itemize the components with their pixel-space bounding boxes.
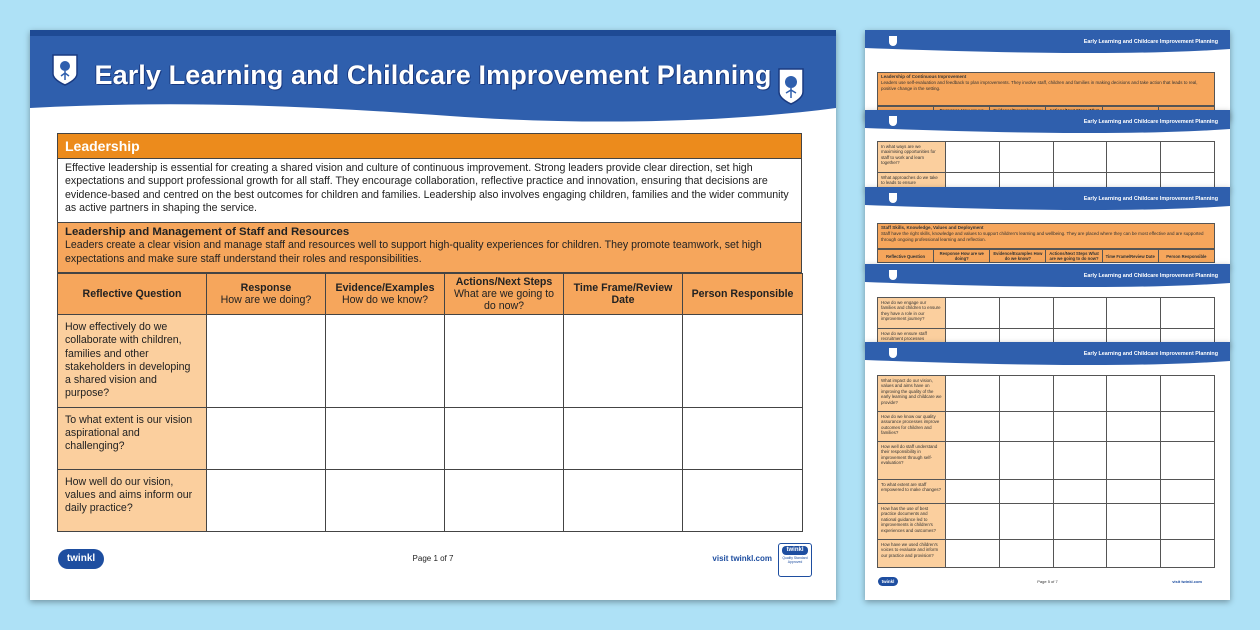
actions-cell[interactable] [445,469,564,531]
reflective-question-cell: How effectively do we collaborate with children, families and other stakeholders in developing a shared vision and purpose? [58,315,207,408]
mini-question-cell: In what ways are we maximising opportunities for staff to work and learn together? [878,142,946,173]
main-document-page [30,30,836,600]
mini-column-header: Evidence/Examples How do we know? [990,250,1046,263]
reflective-question-cell: To what extent is our vision aspirational and challenging? [58,407,207,469]
page-banner [30,30,836,130]
preview-page-2[interactable] [865,110,1230,190]
mini-crest-icon [889,193,897,203]
mini-column-header: Response How are we doing? [934,250,990,263]
person-cell[interactable] [683,407,803,469]
response-cell[interactable] [207,315,326,408]
column-header: Person Responsible [683,274,803,315]
section-intro: Effective leadership is essential for creating a shared vision and culture of continuous improvement. Strong leaders provide clear direction, set high expectations and support professional growth for all staff. They encourage collaboration, reflective practice and innovation, ensuring that decisions are evidence-based and centred on the best outcomes for children and families. Leadership also involves engaging children, families and the wider community as active partners in shaping the service. [57,159,802,223]
mini-column-header: Reflective Question [878,250,934,263]
preview-page-5[interactable] [865,342,1230,600]
mini-table [877,141,1215,189]
table-header-row [58,274,803,315]
mini-column-header: Person Responsible [1158,250,1214,263]
person-cell[interactable] [683,315,803,408]
mini-crest-icon [889,116,897,126]
mini-crest-icon [889,348,897,358]
mini-column-header: Actions/Next Steps What are we going to do now? [1046,250,1102,263]
preview-page-1[interactable] [865,30,1230,120]
mini-banner [865,110,1230,134]
mini-title: Early Learning and Childcare Improvement Planning [1083,119,1218,125]
mini-question-cell: How has the use of best practice documents and national guidance led to improvements in children's experiences and outcomes? [878,504,946,540]
subsection-heading: Leadership and Management of Staff and Resources [65,226,350,238]
column-header: Time Frame/Review Date [564,274,683,315]
section-heading: Leadership [57,133,802,159]
twinkl-logo[interactable]: twinkl [58,549,104,569]
page-number: Page 1 of 7 [412,554,454,563]
quality-badge-logo: twinkl [782,546,808,555]
mini-question-cell: What approaches do we take to leads to ensure [878,173,946,189]
subsection-text: Leaders create a clear vision and manage staff and resources well to support high-quality experiences for children. They promote teamwork, set high expectations and make sure staff understand their roles and responsibilities. [65,239,762,265]
subsection-box [57,223,802,273]
evidence-cell[interactable] [326,315,445,408]
mini-banner [865,264,1230,288]
mini-question-cell: How well do staff understand their responsibility in improvement through self-evaluation? [878,442,946,480]
mini-subsection [877,72,1215,106]
quality-badge-text: Quality Standard Approved [782,556,808,564]
mini-table [877,249,1215,263]
mini-page-number: Page 5 of 7 [1037,579,1058,584]
table-row [58,315,803,408]
mini-twinkl-logo[interactable]: twinkl [878,577,898,586]
mini-subsection-heading: Staff Skills, Knowledge, Values and Deployment [881,225,984,230]
mini-question-cell: To what extent are staff empowered to make changes? [878,480,946,504]
mini-title: Early Learning and Childcare Improvement Planning [1083,196,1218,202]
mini-banner [865,342,1230,366]
page-title: Early Learning and Childcare Improvement Planning [94,60,772,90]
quality-badge [778,543,812,577]
mini-subsection-text: Leaders use self-evaluation and feedback to plan improvements. They involve staff, children and families in making decisions and take action that leads to real, positive change in the setting. [881,80,1198,91]
timeframe-cell[interactable] [564,407,683,469]
response-cell[interactable] [207,407,326,469]
mini-title: Early Learning and Childcare Improvement Planning [1083,273,1218,279]
timeframe-cell[interactable] [564,469,683,531]
mini-table [877,297,1215,345]
mini-question-cell: How do we engage our families and children to ensure they have a role in our improvement journey? [878,298,946,329]
mini-subsection-text: Staff have the right skills, knowledge and values to support children's learning and wellbeing. They are placed where they can be most effective and are supported through ongoing professional learning and reflection. [881,231,1204,242]
mini-question-cell: What impact do our vision, values and aims have on improving the quality of the early learning and childcare we provide? [878,376,946,412]
mini-crest-icon [889,36,897,46]
mini-table [877,375,1215,568]
mini-question-cell: How do we know our quality assurance processes improve outcomes for children and families? [878,412,946,442]
mini-subsection-heading: Leadership of Continuous Improvement [881,74,967,79]
page-footer [30,535,836,575]
mini-crest-icon [889,270,897,280]
mini-question-cell: How have we used children's voices to evaluate and inform our practice and provision? [878,540,946,568]
person-cell[interactable] [683,469,803,531]
mini-banner [865,30,1230,54]
actions-cell[interactable] [445,315,564,408]
mini-title: Early Learning and Childcare Improvement Planning [1083,39,1218,45]
mini-question-cell: How do we ensure staff recruitment processes [878,329,946,345]
preview-page-4[interactable] [865,264,1230,346]
actions-cell[interactable] [445,407,564,469]
mini-title: Early Learning and Childcare Improvement Planning [1083,351,1218,357]
preview-page-3[interactable] [865,187,1230,267]
timeframe-cell[interactable] [564,315,683,408]
column-header: Actions/Next Steps What are we going to do now? [445,274,564,315]
visit-link[interactable]: visit twinkl.com [712,554,772,563]
evidence-cell[interactable] [326,407,445,469]
planning-table [57,273,803,532]
mini-column-header: Time Frame/Review Date [1102,250,1158,263]
evidence-cell[interactable] [326,469,445,531]
column-header: Evidence/Examples How do we know? [326,274,445,315]
mini-visit-link[interactable]: visit twinkl.com [1172,579,1202,584]
mini-banner [865,187,1230,211]
response-cell[interactable] [207,469,326,531]
column-header: Reflective Question [58,274,207,315]
mini-subsection [877,223,1215,249]
table-row [58,407,803,469]
reflective-question-cell: How well do our vision, values and aims inform our daily practice? [58,469,207,531]
mini-footer [865,574,1230,592]
column-header: Response How are we doing? [207,274,326,315]
table-row [58,469,803,531]
